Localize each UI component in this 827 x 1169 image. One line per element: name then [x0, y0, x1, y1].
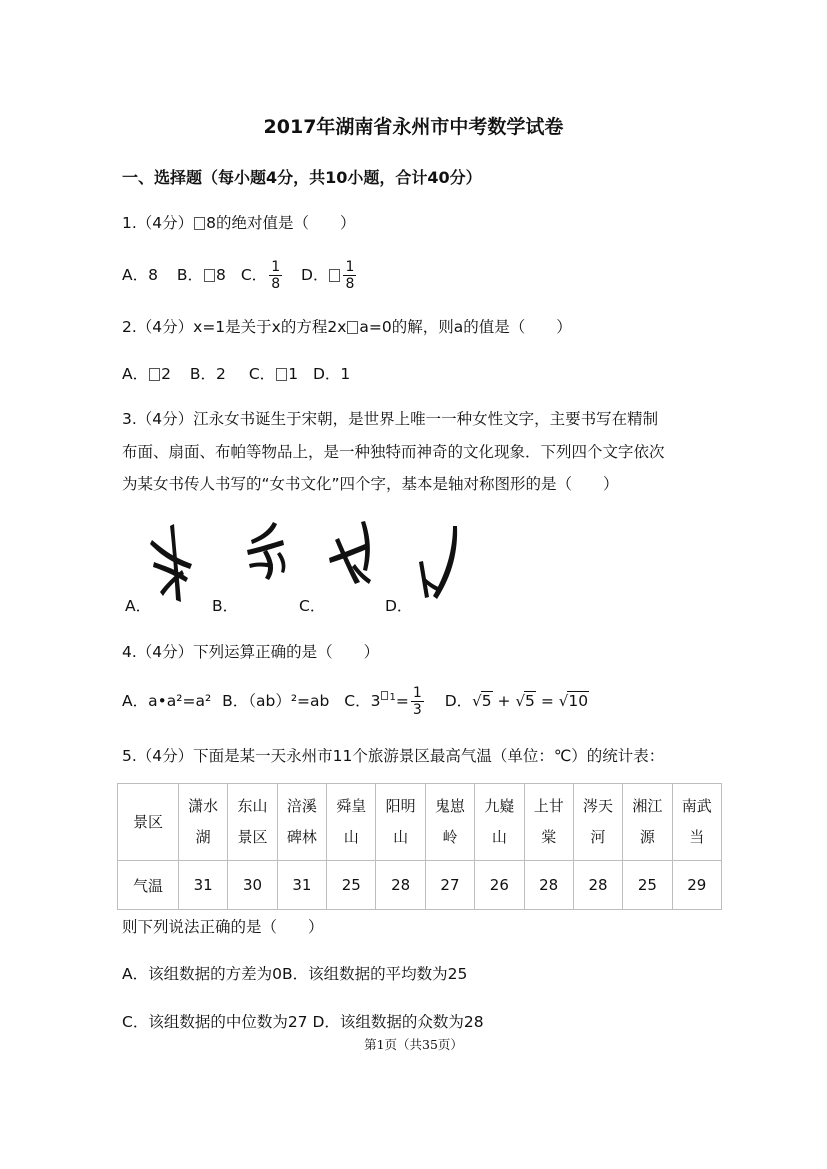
fraction-numerator: 1: [345, 259, 355, 275]
spot-name-line-1: 南武: [681, 797, 712, 815]
spot-name-line-2: 山: [491, 828, 507, 846]
q4-option-a: A．a•a²=a²: [122, 692, 212, 710]
fraction-denominator: 3: [412, 702, 422, 718]
spot-name-line-2: 山: [393, 828, 409, 846]
missing-glyph-icon: [329, 269, 340, 282]
q3-label-b: B．: [212, 597, 239, 615]
table-cell: [228, 784, 277, 861]
table-cell: [277, 784, 326, 861]
q4-option-b: B．（ab）²=ab: [222, 692, 330, 710]
table-cell: [524, 784, 573, 861]
q5-options-ab: A．该组数据的方差为0B．该组数据的平均数为25: [122, 965, 468, 983]
q1-option-a: A．8: [122, 266, 158, 284]
q1-option-d-fraction: [343, 259, 356, 292]
page-footer: 第1页（共35页）: [364, 1037, 463, 1052]
fraction-denominator: 8: [345, 276, 355, 292]
q1-option-b-label: B．: [176, 266, 204, 284]
spot-name-line-1: 上甘: [533, 797, 564, 815]
q3-line-2: 布面、扇面、布帕等物品上，是一种独特而神奇的文化现象．下列四个文字依次: [122, 443, 665, 461]
q2-option-d: D．1: [313, 365, 351, 383]
spot-name-line-2: 当: [689, 828, 705, 846]
table-cell: 29: [672, 861, 721, 910]
nushu-char-c-image: [325, 520, 375, 588]
q4-stem: 4.（4分）下列运算正确的是（ ）: [122, 643, 380, 661]
q1-option-d-label: D．: [301, 266, 329, 284]
table-row: [118, 861, 722, 910]
q4-option-c-fraction: [411, 685, 424, 718]
spot-name-line-2: 碑林: [286, 828, 317, 846]
table-cell: 26: [475, 861, 524, 910]
table-cell: [327, 784, 376, 861]
table-cell: 28: [573, 861, 622, 910]
q4-option-d-label: D．: [444, 692, 473, 710]
sqrt-symbol-icon: √: [472, 692, 482, 710]
spot-name-line-1: 九嶷: [484, 797, 515, 815]
table-cell: 31: [179, 861, 228, 910]
table-header-cell: 气温: [118, 861, 179, 910]
q3-label-a: A．: [125, 597, 152, 615]
spot-name-line-1: 鬼崽: [434, 797, 465, 815]
spot-name-line-1: 湘江: [632, 797, 663, 815]
spot-name-line-1: 阳明: [385, 797, 416, 815]
section-heading: 一、选择题（每小题4分，共10小题，合计40分）: [122, 168, 482, 187]
q1-option-c-label: C．: [240, 266, 268, 284]
q4-option-d-radicand-2: 5: [525, 692, 535, 710]
q2-options: [122, 362, 350, 384]
spot-name-line-2: 湖: [195, 828, 211, 846]
q5-options-cd: C．该组数据的中位数为27 D．该组数据的众数为28: [122, 1013, 484, 1031]
q4-option-d-plus: +: [497, 692, 511, 710]
q2-option-a-value: 2: [161, 365, 171, 383]
table-cell: [573, 784, 622, 861]
q1-options: [122, 259, 358, 292]
fraction-denominator: 8: [271, 276, 281, 292]
q2-option-c: [249, 365, 298, 383]
q2-stem-text: a=0的解，则a的值是（ ）: [359, 318, 572, 336]
q4-option-d-radicand-1: 5: [481, 692, 492, 710]
q1-option-b: [177, 266, 226, 284]
q4-option-d: [445, 692, 589, 710]
nushu-char-a-image: [148, 522, 196, 604]
page-title: 2017年湖南省永州市中考数学试卷: [263, 116, 564, 138]
q1-option-c-fraction: [269, 259, 282, 292]
table-cell: [376, 784, 425, 861]
q1-option-d: [301, 259, 358, 292]
missing-glyph-icon: [381, 691, 388, 700]
q3-line-1: 3.（4分）江永女书诞生于宋朝，是世界上唯一一种女性文字，主要书写在精制: [122, 410, 659, 428]
q4-option-c-exponent: 1: [389, 692, 396, 703]
spot-name-line-1: 涪溪: [286, 797, 317, 815]
q2-stem: [122, 315, 572, 337]
q4-option-c-equals: =: [395, 692, 409, 710]
table-cell: [475, 784, 524, 861]
spot-name-line-1: 涔天: [583, 797, 614, 815]
spot-name-line-2: 源: [639, 828, 655, 846]
q2-option-a-label: A．: [122, 365, 149, 383]
q4-option-c-base: C．3: [344, 692, 381, 710]
table-cell: [623, 784, 672, 861]
q1-option-c: [240, 259, 284, 292]
q2-option-a: [122, 365, 171, 383]
spot-name-line-2: 景区: [237, 828, 268, 846]
q4-option-d-equals: =: [540, 692, 554, 710]
missing-glyph-icon: [204, 269, 215, 282]
table-cell: 31: [277, 861, 326, 910]
q3-line-3: 为某女书传人书写的“女书文化”四个字，基本是轴对称图形的是（ ）: [122, 475, 619, 493]
sqrt-symbol-icon: √: [558, 692, 569, 710]
table-row: [118, 784, 722, 861]
q3-label-c: C．: [299, 597, 326, 615]
spot-name-line-2: 河: [590, 828, 606, 846]
table-cell: 25: [327, 861, 376, 910]
q5-stem: 5.（4分）下面是某一天永州市11个旅游景区最高气温（单位：℃）的统计表：: [122, 747, 665, 765]
table-header-cell: 景区: [118, 784, 179, 861]
q1-option-b-value: 8: [216, 266, 226, 284]
table-cell: 27: [425, 861, 474, 910]
spot-name-line-1: 潇水: [188, 797, 219, 815]
q1-stem: [122, 211, 356, 233]
q1-stem-text: 8的绝对值是（ ）: [206, 214, 356, 232]
spot-name-line-2: 岭: [442, 828, 458, 846]
table-cell: [425, 784, 474, 861]
table-cell: [672, 784, 721, 861]
q2-option-b: B．2: [189, 365, 226, 383]
table-cell: 30: [228, 861, 277, 910]
missing-glyph-icon: [194, 217, 205, 230]
temperature-table: [117, 783, 722, 910]
q2-option-c-value: 1: [288, 365, 299, 383]
q1-stem-prefix: 1.（4分）: [122, 214, 194, 232]
nushu-char-b-image: [243, 520, 291, 582]
missing-glyph-icon: [276, 368, 287, 381]
q5-prompt: 则下列说法正确的是（ ）: [122, 918, 324, 936]
spot-name-line-2: 棠: [541, 828, 557, 846]
table-cell: [179, 784, 228, 861]
missing-glyph-icon: [347, 321, 358, 334]
missing-glyph-icon: [149, 368, 160, 381]
spot-name-line-1: 舜皇: [336, 797, 367, 815]
spot-name-line-1: 东山: [237, 797, 268, 815]
sqrt-symbol-icon: √: [515, 692, 526, 710]
fraction-numerator: 1: [271, 259, 281, 275]
table-cell: 28: [524, 861, 573, 910]
q2-stem-prefix: 2.（4分）x=1是关于x的方程2x: [122, 318, 347, 336]
q4-options: [122, 685, 589, 718]
q2-option-c-label: C．: [248, 365, 276, 383]
table-cell: 25: [623, 861, 672, 910]
q4-option-c: [344, 685, 425, 718]
spot-name-line-2: 山: [343, 828, 359, 846]
nushu-char-d-image: [415, 524, 461, 602]
q4-option-d-radicand-3: 10: [568, 692, 589, 710]
q3-label-d: D．: [385, 597, 413, 615]
table-cell: 28: [376, 861, 425, 910]
fraction-numerator: 1: [412, 685, 422, 701]
